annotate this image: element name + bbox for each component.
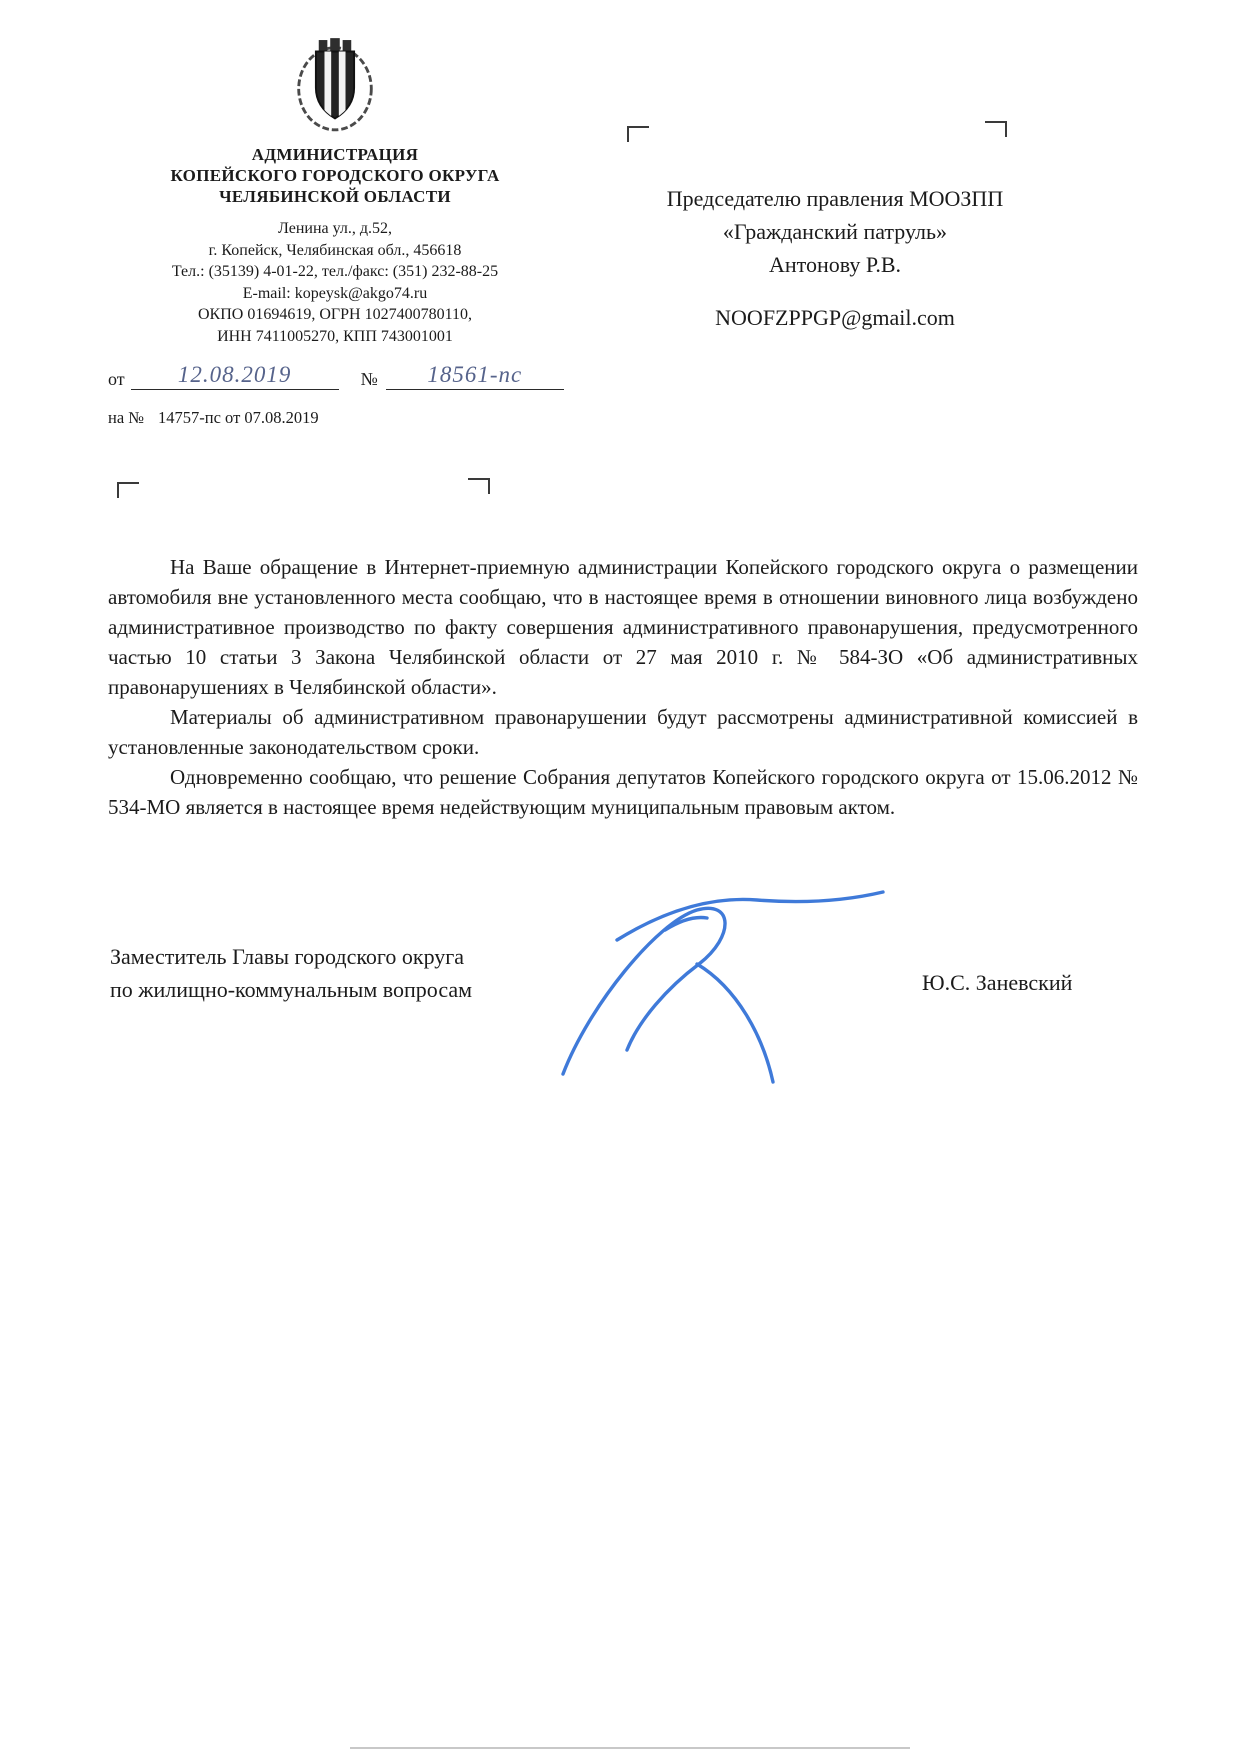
signer-position-line-2: по жилищно-коммунальным вопросам <box>110 977 473 1002</box>
signer-position-line-1: Заместитель Главы городского округа <box>110 944 465 969</box>
reply-reference-line <box>108 408 319 428</box>
recipient-line-1: Председателю правления МООЗПП <box>666 186 1004 211</box>
handwritten-date: 12.08.2019 <box>177 362 292 387</box>
recipient-email: NOOFZPPGP@gmail.com <box>715 305 955 330</box>
recipient-block <box>615 182 1055 334</box>
org-name-line-1: АДМИНИСТРАЦИЯ <box>251 145 419 164</box>
corner-mark-lower-left <box>117 482 139 498</box>
signer-position <box>110 940 472 1006</box>
org-name-line-2: КОПЕЙСКОГО ГОРОДСКОГО ОКРУГА <box>170 166 500 185</box>
body-paragraph-1: На Ваше обращение в Интернет-приемную администрации Копейского городского округа о размещении автомобиля вне установленного места сообщаю, что в настоящее время в отношении виновного лица возбуждено административное производство по факту совершения административного правонарушения, предусмотренного частью 10 статьи 3 Закона Челябинской области от 27 мая 2010 г. № 584-ЗО «Об административных правонарушениях в Челябинской области». <box>108 555 1138 699</box>
org-registration-1: ОКПО 01694619, ОГРН 1027400780110, <box>198 306 472 323</box>
reply-value: 14757-пс от 07.08.2019 <box>158 408 319 427</box>
body-paragraph-3: Одновременно сообщаю, что решение Собрания депутатов Копейского городского округа от 15.06.2012 № 534-МО является в настоящее время недействующим муниципальным правовым актом. <box>108 765 1138 819</box>
corner-mark-recipient-left <box>627 126 649 142</box>
org-address-line-2: г. Копейск, Челябинская обл., 456618 <box>208 241 462 259</box>
letterhead <box>95 34 575 347</box>
reference-line <box>108 362 564 390</box>
org-name-line-3: ЧЕЛЯБИНСКОЙ ОБЛАСТИ <box>219 187 451 206</box>
letter-body <box>108 552 1138 822</box>
coat-of-arms-icon <box>292 34 378 134</box>
number-label: № <box>360 369 378 389</box>
org-name <box>95 144 575 207</box>
handwritten-number: 18561-пс <box>427 362 523 387</box>
org-contacts <box>95 218 575 347</box>
recipient-line-2: «Гражданский патруль» <box>722 219 948 244</box>
signer-name: Ю.С. Заневский <box>922 970 1073 995</box>
recipient-line-3: Антонову Р.В. <box>768 252 902 277</box>
corner-mark-recipient-right <box>985 121 1007 137</box>
org-address-line-1: Ленина ул., д.52, <box>277 220 393 237</box>
body-paragraph-2: Материалы об административном правонарушении будут рассмотрены административной комиссией в установленные законодательством сроки. <box>108 705 1138 759</box>
corner-mark-lower-right <box>468 478 490 494</box>
signature-autograph <box>545 878 905 1098</box>
org-phone: Тел.: (35139) 4-01-22, тел./факс: (351) 232-88-25 <box>171 263 499 280</box>
org-email: E-mail: kopeysk@akgo74.ru <box>242 284 428 302</box>
reply-label: на № <box>108 408 145 427</box>
scan-artifact-line <box>350 1747 910 1749</box>
org-registration-2: ИНН 7411005270, КПП 743001001 <box>217 327 453 345</box>
from-label: от <box>108 369 125 389</box>
